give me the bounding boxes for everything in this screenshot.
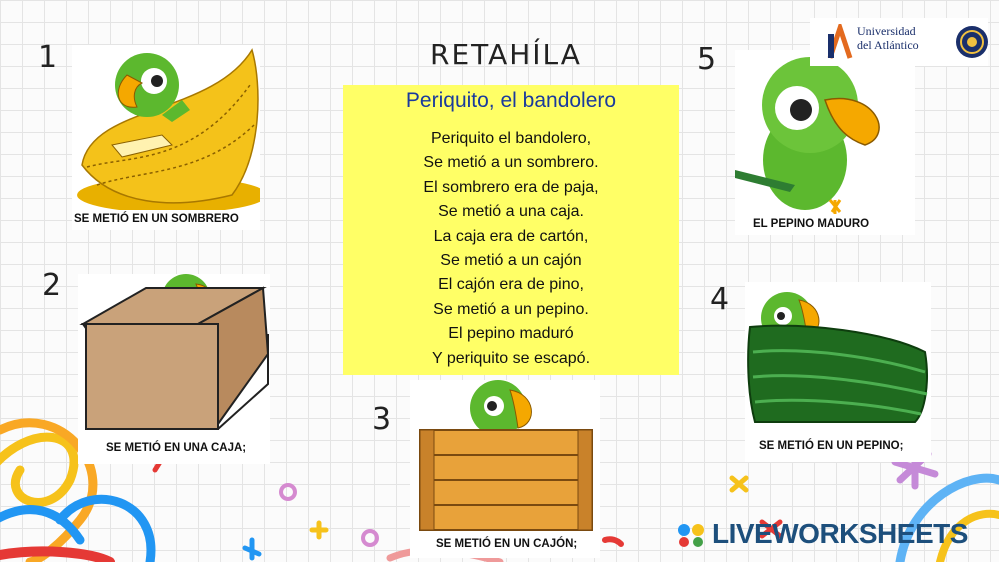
card-number-2: 2 xyxy=(42,268,62,303)
poem-line: Se metió a un sombrero. xyxy=(423,154,599,172)
university-name-line2: del Atlántico xyxy=(857,38,919,52)
card-cajon xyxy=(410,380,600,558)
poem-line: El sombrero era de paja, xyxy=(423,178,599,196)
liveworksheets-brand: LIVEWORKSHEETS xyxy=(712,518,968,549)
poem-line: El pepino maduró xyxy=(448,325,574,343)
university-emblem-icon xyxy=(826,24,856,60)
poem-line: Periquito el bandolero, xyxy=(430,130,592,147)
card-caption-3: SE METIÓ EN UN CAJÓN; xyxy=(436,538,578,550)
poem-line: La caja era de cartón, xyxy=(433,227,589,245)
card-caption-1: SE METIÓ EN UN SOMBRERO xyxy=(74,213,239,225)
poem-lines xyxy=(343,127,679,371)
card-pepino xyxy=(745,282,931,462)
card-caption-5: EL PEPINO MADURO xyxy=(753,218,870,230)
card-sombrero xyxy=(72,45,260,230)
university-seal-icon xyxy=(954,24,990,60)
poem-title: Periquito, el bandolero xyxy=(405,89,617,112)
parrot-escaped-illustration xyxy=(735,50,915,215)
poem-line: Se metió a una caja. xyxy=(438,203,584,221)
card-caption-2: SE METIÓ EN UNA CAJA; xyxy=(106,442,247,454)
parrot-in-box-illustration xyxy=(78,274,270,436)
card-number-5: 5 xyxy=(697,42,717,77)
poem-line: Se metió a un pepino. xyxy=(433,300,589,318)
parrot-in-crate-illustration xyxy=(410,380,600,535)
poem-line: Y periquito se escapó. xyxy=(431,349,591,367)
poem-box xyxy=(343,85,679,375)
poem-line: Se metió a un cajón xyxy=(440,252,582,270)
poem-line: El cajón era de pino, xyxy=(438,276,584,294)
university-name-line1: Universidad xyxy=(857,24,916,38)
page-title: RETAHÍLA xyxy=(430,38,582,71)
card-number-1: 1 xyxy=(38,40,58,75)
card-caption-4: SE METIÓ EN UN PEPINO; xyxy=(759,440,904,452)
parrot-in-hat-illustration xyxy=(72,45,260,210)
card-pepino-maduro xyxy=(735,50,915,235)
card-number-4: 4 xyxy=(710,282,730,317)
university-name xyxy=(857,24,919,52)
parrot-in-cucumber-illustration xyxy=(745,282,931,432)
card-caja xyxy=(78,274,270,464)
card-number-3: 3 xyxy=(372,402,392,437)
